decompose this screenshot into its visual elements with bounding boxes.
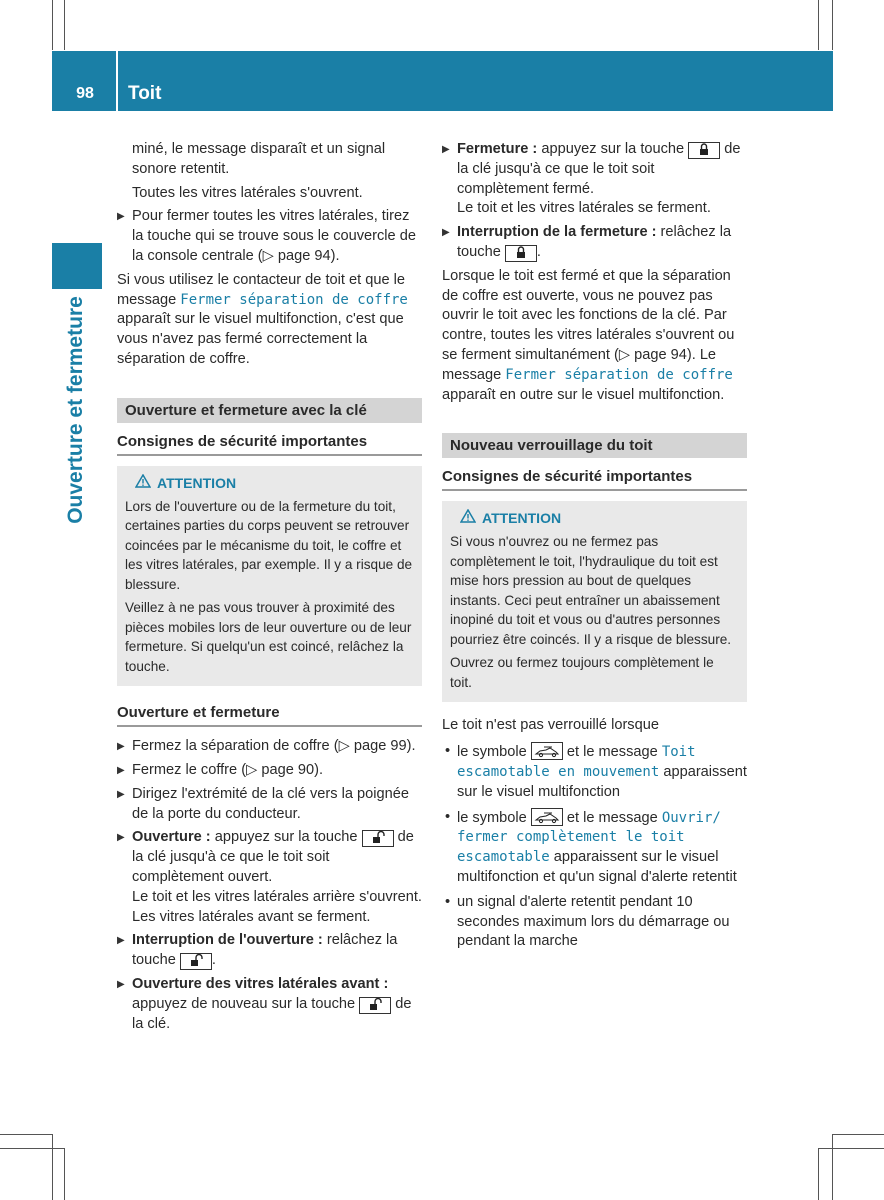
- bullet-dot: •: [445, 743, 451, 760]
- step-item: [117, 828, 422, 927]
- step-arrow-icon: ▶: [117, 788, 125, 800]
- display-message: Fermer séparation de coffre: [505, 366, 733, 383]
- chapter-label: Ouverture et fermeture: [64, 296, 87, 524]
- step-text: appuyez sur la touche: [214, 829, 358, 846]
- crop-mark: [818, 1148, 819, 1200]
- crop-mark: [52, 0, 53, 50]
- crop-mark: [64, 1148, 65, 1200]
- side-tab-marker: [52, 243, 102, 289]
- step-text: Pour fermer toutes les vitres latérales, tirez la touche qui se trouve sous le couvercle de la console centrale (▷ page 94).: [132, 208, 416, 264]
- paragraph: Le toit n'est pas verrouillé lorsque: [442, 717, 659, 734]
- step-arrow-icon: ▶: [442, 144, 450, 155]
- warning-text: Si vous n'ouvrez ou ne fermez pas complètement le toit, l'hydraulique du toit est mise hors pression au bout de quelques instants. Ceci peut entraîner un abaissement inopiné du toit et vous ou d'autres personnes pourriez être coincés. Il y a risque de blessure.: [450, 534, 732, 647]
- step-text: Dirigez l'extrémité de la clé vers la poignée de la porte du conducteur.: [132, 785, 409, 822]
- step-item: ▶ Interruption de l'ouverture : relâchez la touche .: [117, 932, 398, 969]
- subsection-heading: Consignes de sécurité importantes: [442, 468, 747, 491]
- crop-mark: [818, 0, 819, 50]
- step-arrow-icon: ▶: [117, 935, 125, 947]
- step-item: [442, 140, 747, 219]
- step-arrow-icon: ▶: [117, 979, 125, 991]
- warning-text: Ouvrez ou fermez toujours complètement le toit.: [450, 655, 714, 690]
- display-message: Fermer séparation de coffre: [180, 291, 408, 308]
- list-item: [442, 808, 747, 888]
- paragraph: Toutes les vitres latérales s'ouvrent.: [132, 184, 363, 201]
- page-number: 98: [76, 85, 94, 102]
- step-label: Ouverture :: [132, 829, 211, 846]
- step-text: relâchez la touche: [457, 224, 732, 260]
- step-label: Ouverture des vitres latérales avant :: [132, 976, 389, 993]
- left-column: [117, 140, 422, 1038]
- step-arrow-icon: ▶: [117, 832, 125, 844]
- step-arrow-icon: ▶: [117, 211, 125, 223]
- right-column: [442, 140, 747, 957]
- step-item: [117, 207, 422, 266]
- crop-mark: [0, 1134, 52, 1135]
- text: Lorsque le toit est fermé et que la séparation de coffre est ouverte, vous ne pouvez pas ouvrir le toit avec les fonctions de la clé. Par contre, toutes les vitres latérales s'ouvrent ou se ferment simultanément (▷ page 94). Le message: [442, 267, 735, 383]
- lock-icon: [505, 245, 537, 262]
- text: le symbole: [457, 744, 527, 761]
- step-text: de la clé jusqu'à ce que le toit soit complètement ouvert.: [132, 829, 414, 886]
- step-item: [117, 785, 422, 825]
- subsection-heading: Ouverture et fermeture: [117, 704, 422, 727]
- display-message: Ouvrir/ fermer complètement le toit escamotable: [457, 809, 721, 866]
- step-result: Le toit et les vitres latérales arrière s'ouvrent. Les vitres latérales avant se ferment.: [132, 888, 422, 925]
- page-title: Toit: [128, 83, 162, 104]
- step-text: relâchez la touche: [132, 932, 398, 969]
- section-heading: Nouveau verrouillage du toit: [442, 433, 747, 458]
- step-item: [117, 975, 422, 1034]
- text: apparaissent sur le visuel multifonction et qu'un signal d'alerte retentit: [457, 849, 737, 885]
- warning-box: [117, 466, 422, 687]
- step-item: ▶ Interruption de la fermeture : relâchez la touche .: [442, 224, 732, 260]
- text: et le message: [566, 744, 658, 761]
- convertible-car-icon: [531, 742, 563, 760]
- section-heading: Ouverture et fermeture avec la clé: [117, 398, 422, 423]
- text: un signal d'alerte retentit pendant 10 secondes maximum lors du démarrage ou pendant la marche: [457, 893, 730, 950]
- text: Si vous utilisez le contacteur de toit et que le message: [117, 271, 405, 308]
- warning-title: [450, 509, 739, 526]
- list-item: [442, 893, 747, 952]
- step-text: Fermez la séparation de coffre (▷ page 99).: [132, 738, 416, 755]
- unlock-icon: [180, 953, 212, 970]
- text: apparaît en outre sur le visuel multifonction.: [442, 386, 725, 403]
- warning-box: [442, 501, 747, 702]
- crop-mark: [832, 1134, 884, 1135]
- paragraph: [117, 271, 422, 370]
- crop-mark: [832, 1134, 833, 1200]
- step-label: Interruption de la fermeture :: [457, 224, 657, 241]
- warning-triangle-icon: [460, 510, 476, 526]
- step-text: Fermez le coffre (▷ page 90).: [132, 762, 324, 779]
- step-arrow-icon: ▶: [117, 765, 125, 777]
- convertible-car-icon: [531, 808, 563, 826]
- header-bar: [52, 51, 833, 111]
- display-message: Toit escamotable en mouvement: [457, 744, 696, 780]
- crop-mark: [52, 1134, 53, 1200]
- crop-mark: [64, 0, 65, 50]
- bullet-dot: •: [445, 808, 451, 825]
- unlock-icon: [359, 997, 391, 1014]
- paragraph: miné, le message disparaît et un signal sonore retentit.: [132, 141, 386, 177]
- warning-text: Lors de l'ouverture ou de la fermeture du toit, certaines parties du corps peuvent se retrouver coincées par le mécanisme du toit, le coffre et les vitres latérales, par exemple. Il y a risque de blessure.: [125, 498, 413, 592]
- warning-label: ATTENTION: [482, 510, 562, 527]
- text: et le message: [566, 809, 658, 826]
- step-label: Fermeture :: [457, 141, 538, 157]
- text: apparaissent sur le visuel multifonction: [457, 763, 747, 800]
- paragraph: [442, 267, 747, 406]
- step-text: appuyez sur la touche: [541, 141, 685, 157]
- step-text: de la clé jusqu'à ce que le toit soit complètement fermé.: [457, 141, 741, 197]
- unlock-icon: [362, 830, 394, 847]
- list-item: [442, 742, 747, 802]
- subsection-heading: Consignes de sécurité importantes: [117, 433, 422, 456]
- step-item: [117, 737, 422, 757]
- warning-triangle-icon: [135, 475, 151, 491]
- step-label: Interruption de l'ouverture :: [132, 932, 323, 949]
- step-text: appuyez de nouveau sur la touche: [132, 995, 356, 1012]
- step-result: Le toit et les vitres latérales se ferment.: [457, 200, 711, 217]
- bullet-dot: •: [445, 893, 451, 910]
- crop-mark: [832, 0, 833, 50]
- step-arrow-icon: ▶: [442, 227, 450, 239]
- warning-text: Veillez à ne pas vous trouver à proximité des pièces mobiles lors de leur ouverture ou de leur fermeture. Si quelqu'un est coincé, relâchez la touche.: [125, 600, 412, 674]
- step-item: [117, 761, 422, 781]
- crop-mark: [0, 1148, 64, 1149]
- text: apparaît sur le visuel multifonction, c'est que vous n'avez pas fermé correctement la séparation de coffre.: [117, 311, 404, 367]
- warning-label: ATTENTION: [157, 474, 237, 491]
- lock-icon: [688, 142, 720, 159]
- text: le symbole: [457, 809, 527, 826]
- crop-mark: [818, 1148, 884, 1149]
- step-text: de la clé.: [132, 995, 412, 1032]
- warning-title: [125, 474, 414, 491]
- step-arrow-icon: ▶: [117, 741, 125, 753]
- header-divider: [116, 51, 118, 111]
